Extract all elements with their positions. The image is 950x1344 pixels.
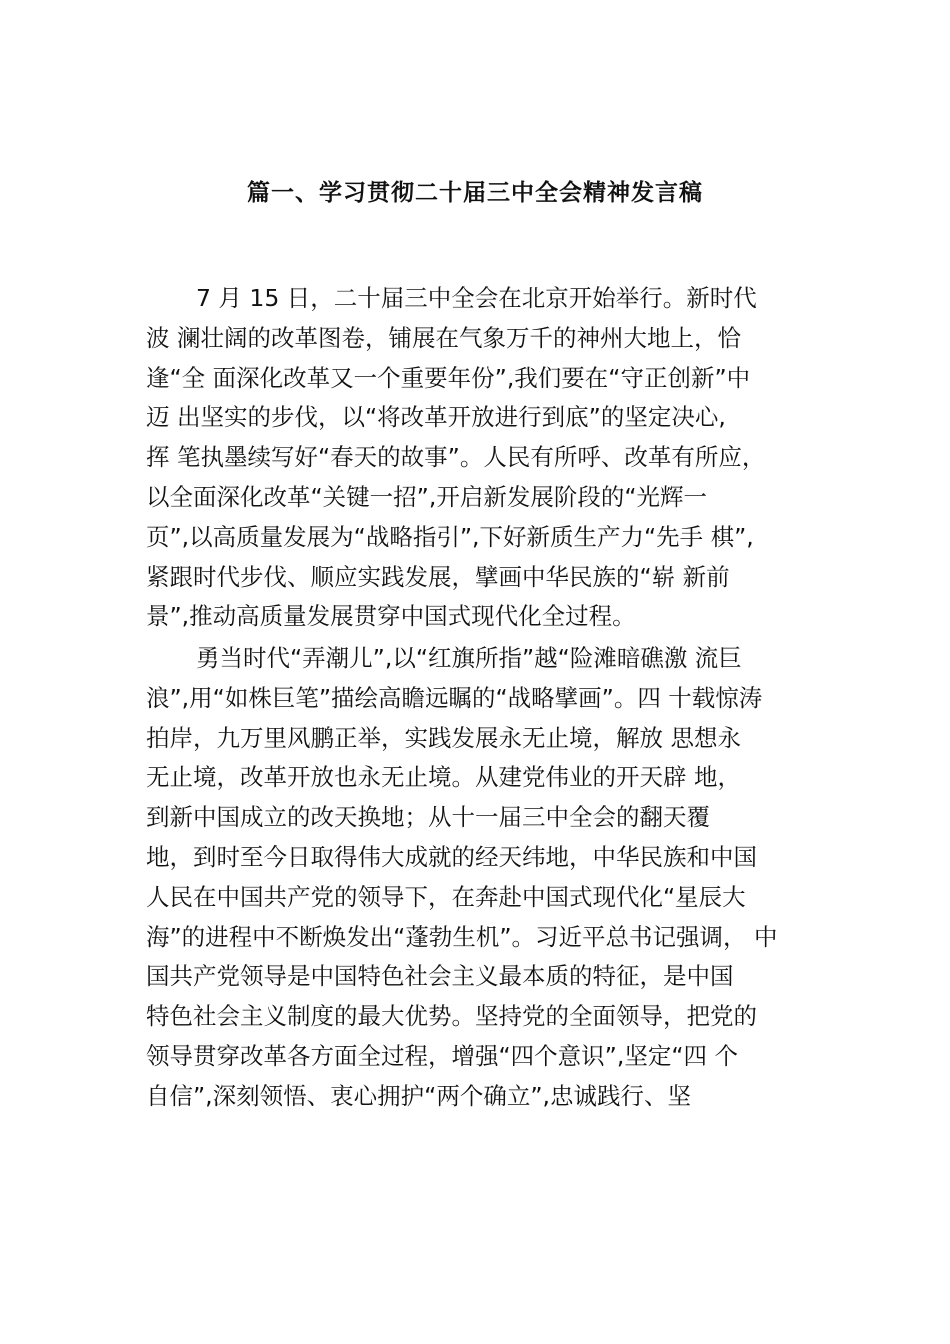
text-line: 挥 笔执墨续写好“春天的故事”。人民有所呼、改革有所应， xyxy=(146,443,766,472)
text-line: 国共产党领导是中国特色社会主义最本质的特征，是中国 xyxy=(146,962,734,991)
text-line: 到新中国成立的改天换地；从十一届三中全会的翻天覆 xyxy=(146,803,710,832)
paragraph-1 xyxy=(146,279,811,637)
paragraph-2 xyxy=(146,639,811,1117)
document-title: 篇一、学习贯彻二十届三中全会精神发言稿 xyxy=(247,180,703,206)
text-line: 特色社会主义制度的最大优势。坚持党的全面领导，把党的 xyxy=(146,1002,757,1031)
text-line: 勇当时代“弄潮儿”,以“红旗所指”越“险滩暗礁激 流巨 xyxy=(196,644,742,672)
text-line: 自信”,深刻领悟、衷心拥护“两个确立”,忠诚践行、坚 xyxy=(146,1081,691,1110)
text-line: 以全面深化改革“关键一招”,开启新发展阶段的“光辉一 xyxy=(146,482,707,511)
text-line: 拍岸，九万里风鹏正举，实践发展永无止境，解放 思想永 xyxy=(146,723,741,752)
text-line: 逢“全 面深化改革又一个重要年份”,我们要在“守正创新”中 xyxy=(146,363,751,392)
text-line: 紧跟时代步伐、顺应实践发展，擘画中华民族的“崭 新前 xyxy=(146,562,730,591)
text-line: 浪”,用“如株巨笔”描绘高瞻远瞩的“战略擘画”。四 十载惊涛 xyxy=(146,683,763,712)
text-line: 领导贯穿改革各方面全过程，增强“四个意识”,坚定“四 个 xyxy=(146,1041,738,1070)
text-line: 海”的进程中不断焕发出“蓬勃生机”。习近平总书记强调， 中 xyxy=(146,922,778,951)
text-line: 页”,以高质量发展为“战略指引”,下好新质生产力“先手 棋”, xyxy=(146,522,754,551)
text-line: 7 月 15 日，二十届三中全会在北京开始举行。新时代 xyxy=(196,284,757,312)
text-line: 无止境，改革开放也永无止境。从建党伟业的开天辟 地， xyxy=(146,763,741,792)
text-line: 人民在中国共产党的领导下，在奔赴中国式现代化“星辰大 xyxy=(146,882,746,911)
text-line: 景”,推动高质量发展贯穿中国式现代化全过程。 xyxy=(146,602,636,631)
text-line: 波 澜壮阔的改革图卷，铺展在气象万千的神州大地上，恰 xyxy=(146,323,741,352)
text-line: 地，到时至今日取得伟大成就的经天纬地，中华民族和中国 xyxy=(146,842,757,871)
text-line: 迈 出坚实的步伐，以“将改革开放进行到底”的坚定决心, xyxy=(146,403,726,432)
